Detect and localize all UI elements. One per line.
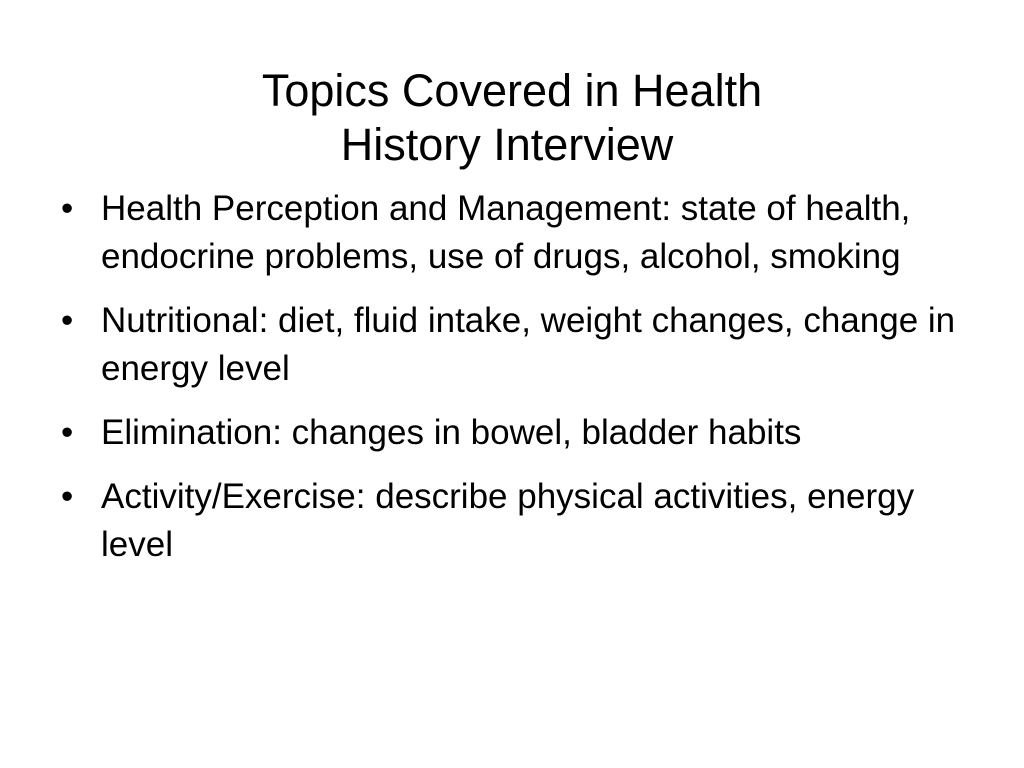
bullet-text: Health Perception and Management: state of health, endocrine problems, use of drugs, alcohol, smoking [101, 189, 911, 276]
bullet-icon: • [61, 477, 74, 516]
bullet-icon: • [61, 413, 74, 452]
bullet-list [58, 185, 988, 585]
slide-title [0, 64, 1024, 172]
bullet-item-elimination [58, 409, 988, 457]
bullet-item-health-perception [58, 185, 988, 281]
bullet-icon: • [61, 189, 74, 228]
bullet-text: Nutritional: diet, fluid intake, weight changes, change in energy level [101, 301, 956, 388]
title-line-1: Topics Covered in Health [261, 65, 763, 117]
bullet-text: Elimination: changes in bowel, bladder habits [101, 413, 802, 452]
bullet-icon: • [61, 301, 74, 340]
bullet-item-activity-exercise [58, 473, 988, 569]
title-line-2: History Interview [340, 119, 674, 171]
bullet-text: Activity/Exercise: describe physical activities, energy level [101, 477, 915, 564]
bullet-item-nutritional [58, 297, 988, 393]
